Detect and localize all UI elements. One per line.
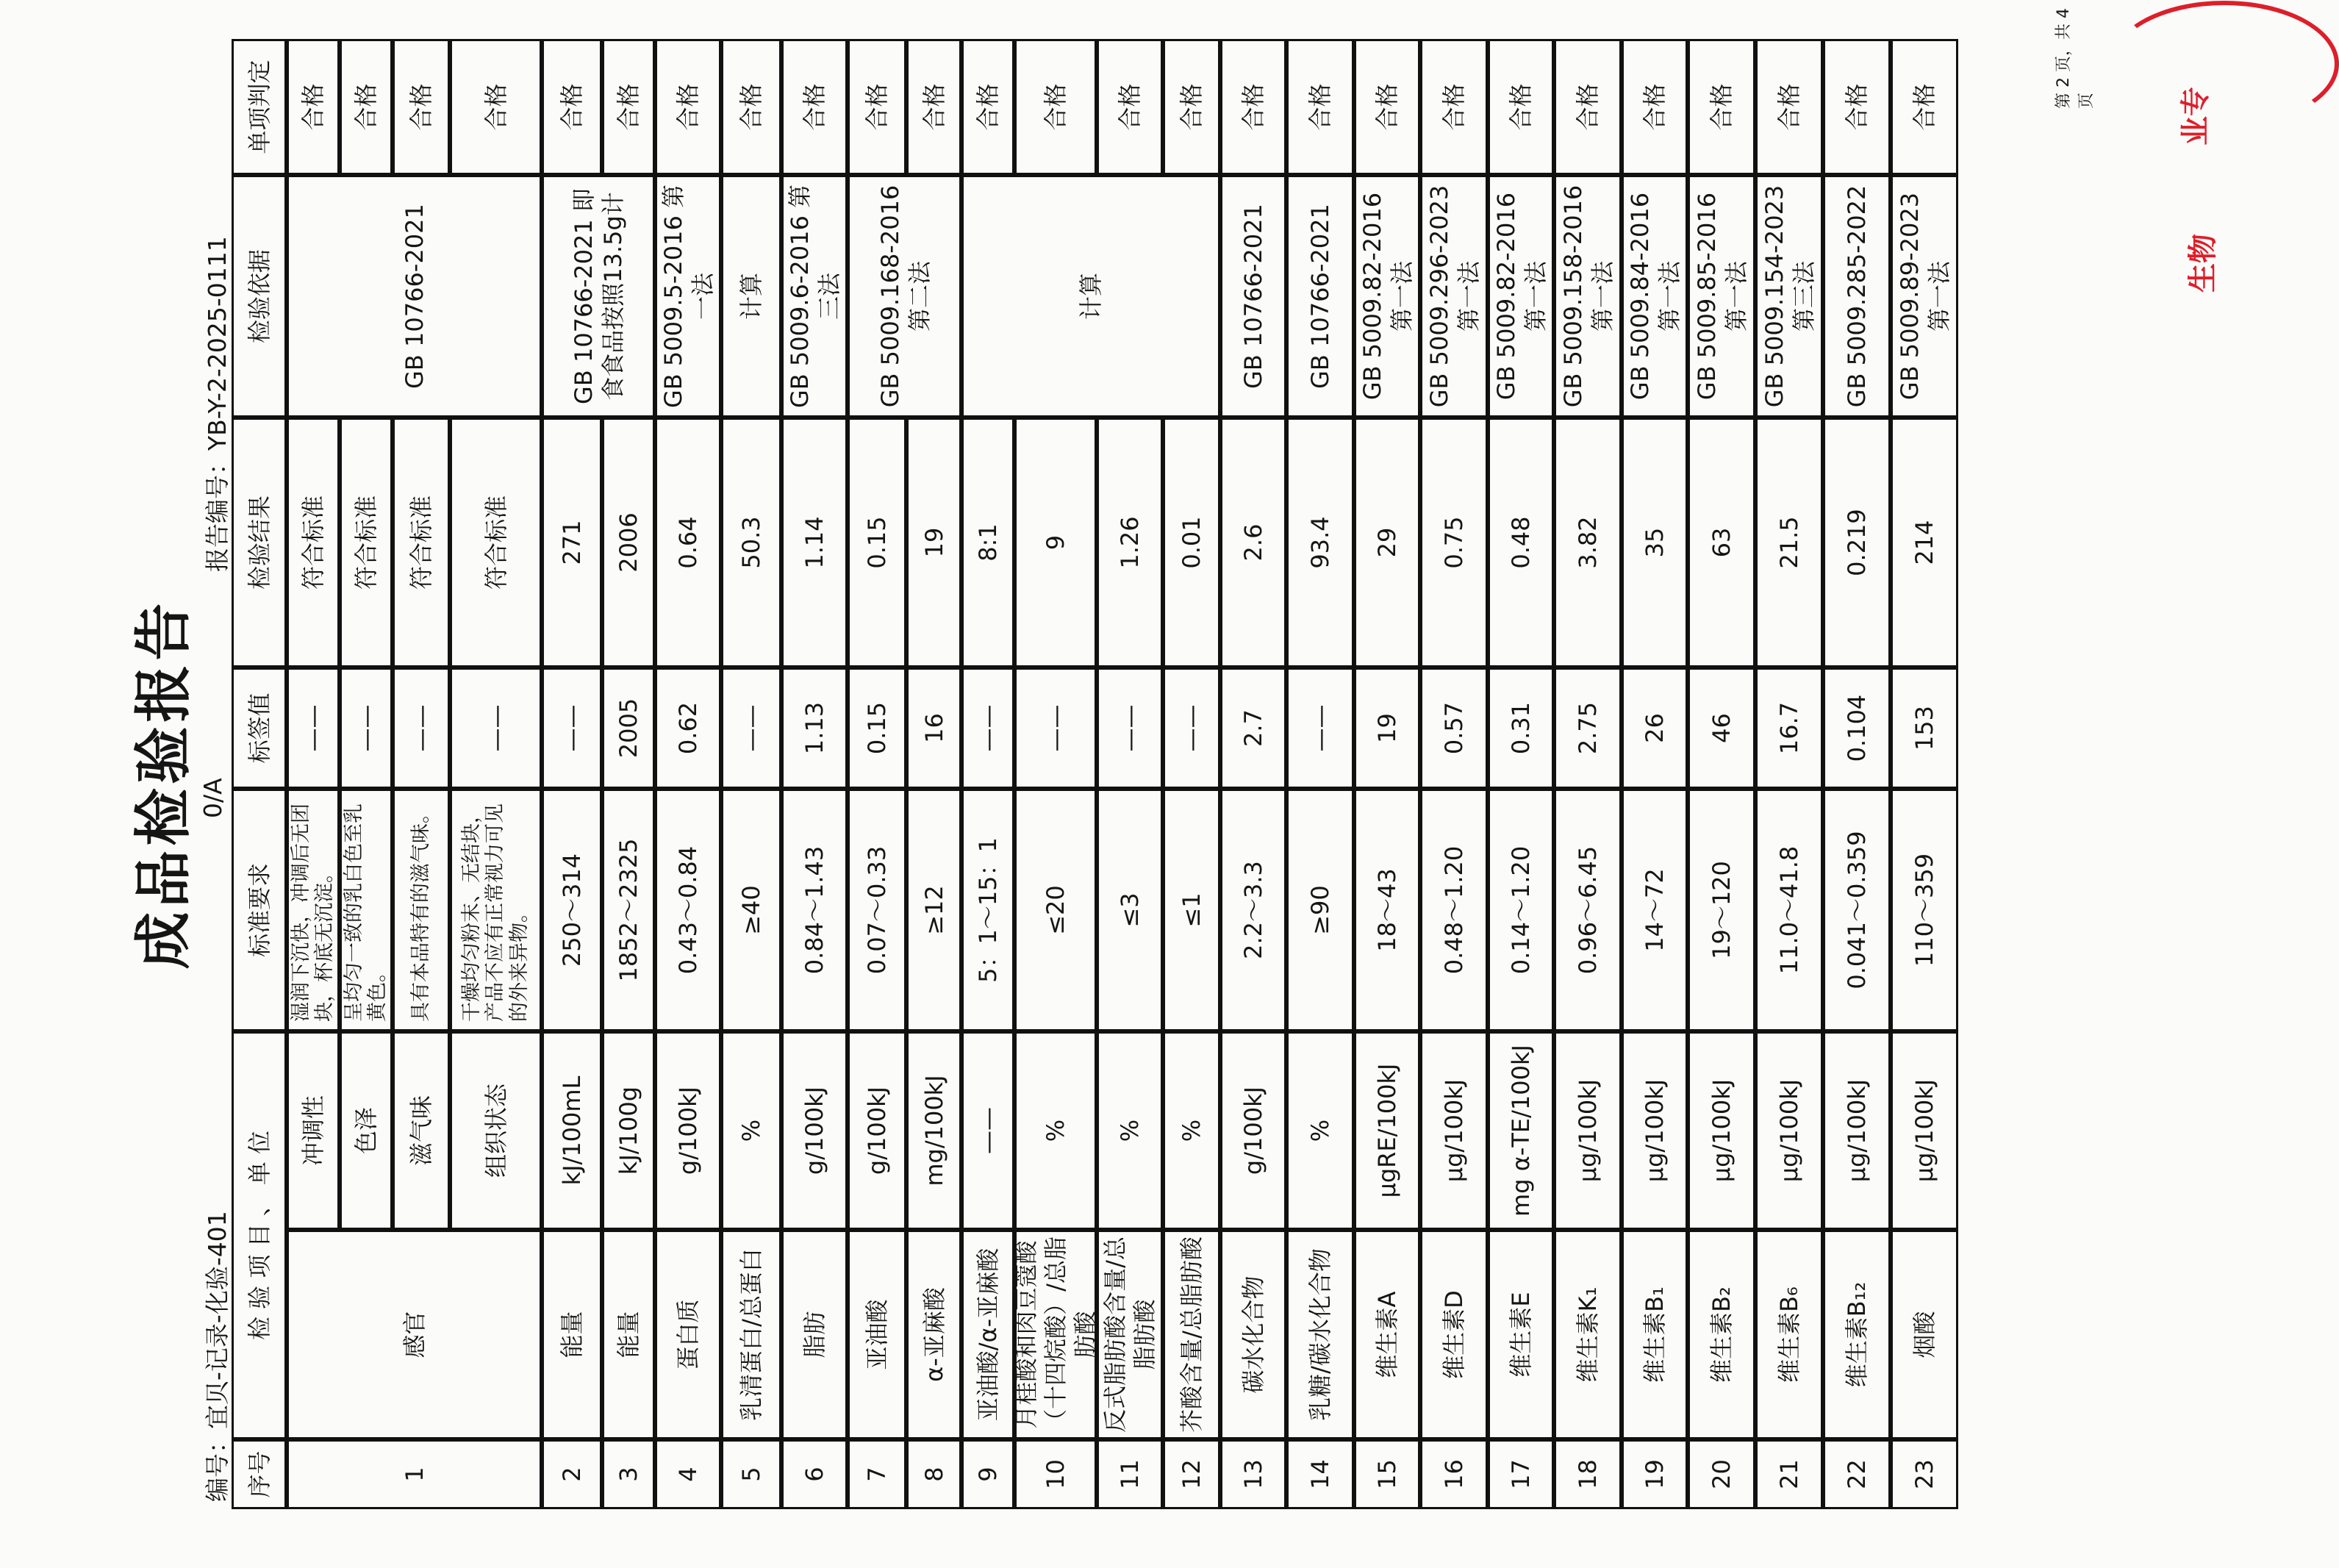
item-cell: 维生素A [1354,1230,1420,1439]
requirement-cell: 0.43～0.84 [655,789,721,1031]
item-cell: 维生素K₁ [1554,1230,1622,1439]
result-cell: 214 [1891,418,1958,667]
requirement-cell: 呈均匀一致的乳白色至乳黄色。 [340,789,393,1031]
item-cell: 维生素B₂ [1688,1230,1755,1439]
label-value-cell: —— [1097,667,1163,789]
requirement-cell: 0.14～1.20 [1488,789,1554,1031]
result-cell: 符合标准 [287,418,340,667]
requirement-cell: 干燥均匀粉末、无结块，产品不应有正常视力可见的外来异物。 [450,789,542,1031]
seq-cell: 1 [287,1439,542,1509]
label-value-cell: —— [340,667,393,789]
label-value-cell: 16.7 [1755,667,1823,789]
unit-cell: μg/100kJ [1891,1031,1958,1230]
seq-cell: 16 [1420,1439,1488,1509]
basis-cell: GB 5009.89-2023 第一法 [1891,175,1958,418]
basis-cell: GB 5009.154-2023 第三法 [1755,175,1823,418]
document-code: 编号：宜贝-记录-化验-401 [203,1211,232,1502]
seq-cell: 13 [1220,1439,1286,1509]
seq-cell: 4 [655,1439,721,1509]
result-cell: 63 [1688,418,1755,667]
verdict-cell: 合格 [906,39,961,175]
verdict-cell: 合格 [1354,39,1420,175]
unit-cell: % [1014,1031,1097,1230]
label-value-cell: —— [1286,667,1354,789]
seq-cell: 9 [961,1439,1014,1509]
result-cell: 1.14 [781,418,848,667]
header-basis: 检验依据 [232,175,287,418]
basis-cell: GB 5009.168-2016 第二法 [848,175,961,418]
result-cell: 8:1 [961,418,1014,667]
requirement-cell: 14～72 [1622,789,1688,1031]
label-value-cell: —— [961,667,1014,789]
header-label-value: 标签值 [232,667,287,789]
result-cell: 0.01 [1163,418,1220,667]
requirement-cell: 5：1～15：1 [961,789,1014,1031]
label-value-cell: —— [287,667,340,789]
result-cell: 0.15 [848,418,906,667]
unit-cell: μg/100kJ [1823,1031,1891,1230]
result-cell: 21.5 [1755,418,1823,667]
label-value-cell: 0.15 [848,667,906,789]
label-value-cell: —— [1014,667,1097,789]
verdict-cell: 合格 [1220,39,1286,175]
result-cell: 符合标准 [393,418,450,667]
verdict-cell: 合格 [1420,39,1488,175]
unit-cell: μg/100kJ [1688,1031,1755,1230]
label-value-cell: 46 [1688,667,1755,789]
requirement-cell: 0.07～0.33 [848,789,906,1031]
verdict-cell: 合格 [1014,39,1097,175]
sub-item-cell: 色泽 [340,1031,393,1230]
sub-item-cell: 冲调性 [287,1031,340,1230]
verdict-cell: 合格 [1554,39,1622,175]
document-version: 0/A [198,778,227,818]
item-cell: 蛋白质 [655,1230,721,1439]
item-cell: 乳糖/碳水化合物 [1286,1230,1354,1439]
result-cell: 29 [1354,418,1420,667]
unit-cell: g/100kJ [655,1031,721,1230]
seq-cell: 5 [721,1439,781,1509]
seq-cell: 11 [1097,1439,1163,1509]
requirement-cell: 1852～2325 [602,789,655,1031]
item-cell: 能量 [602,1230,655,1439]
basis-cell: GB 10766-2021 [1220,175,1286,418]
result-cell: 9 [1014,418,1097,667]
requirement-cell: 0.041～0.359 [1823,789,1891,1031]
basis-cell: GB 5009.84-2016 第一法 [1622,175,1688,418]
unit-cell: μg/100kJ [1622,1031,1688,1230]
requirement-cell: 19～120 [1688,789,1755,1031]
item-cell: 脂肪 [781,1230,848,1439]
verdict-cell: 合格 [1622,39,1688,175]
result-cell: 符合标准 [340,418,393,667]
item-cell: 维生素B₁ [1622,1230,1688,1439]
result-cell: 19 [906,418,961,667]
basis-cell: GB 5009.158-2016 第一法 [1554,175,1622,418]
header-requirement: 标准要求 [232,789,287,1031]
seq-cell: 6 [781,1439,848,1509]
basis-cell: GB 5009.6-2016 第三法 [781,175,848,418]
result-cell: 2006 [602,418,655,667]
label-value-cell: 26 [1622,667,1688,789]
requirement-cell: ≤1 [1163,789,1220,1031]
verdict-cell: 合格 [1755,39,1823,175]
red-stamp-fragment: 业专 [2178,87,2213,146]
seq-cell: 20 [1688,1439,1755,1509]
requirement-cell: 11.0～41.8 [1755,789,1823,1031]
item-cell: 亚油酸 [848,1230,906,1439]
basis-cell: GB 5009.82-2016 第一法 [1354,175,1420,418]
result-cell: 3.82 [1554,418,1622,667]
basis-cell: GB 5009.85-2016 第一法 [1688,175,1755,418]
label-value-cell: 2.7 [1220,667,1286,789]
label-value-cell: 0.104 [1823,667,1891,789]
unit-cell: g/100kJ [848,1031,906,1230]
requirement-cell: 18～43 [1354,789,1420,1031]
seq-cell: 22 [1823,1439,1891,1509]
verdict-cell: 合格 [848,39,906,175]
header-item-unit: 检 验 项 目 、 单 位 [232,1031,287,1439]
basis-cell: 计算 [961,175,1220,418]
requirement-cell: 0.84～1.43 [781,789,848,1031]
seq-cell: 7 [848,1439,906,1509]
red-stamp-fragment: 生物 [2185,234,2220,293]
header-seq: 序号 [232,1439,287,1509]
seq-cell: 10 [1014,1439,1097,1509]
result-cell: 0.219 [1823,418,1891,667]
verdict-cell: 合格 [393,39,450,175]
item-cell: 碳水化合物 [1220,1230,1286,1439]
item-cell: 能量 [542,1230,602,1439]
seq-cell: 21 [1755,1439,1823,1509]
basis-cell: GB 5009.5-2016 第一法 [655,175,721,418]
seq-cell: 23 [1891,1439,1958,1509]
seq-cell: 18 [1554,1439,1622,1509]
seq-cell: 12 [1163,1439,1220,1509]
label-value-cell: 2005 [602,667,655,789]
verdict-cell: 合格 [961,39,1014,175]
result-cell: 符合标准 [450,418,542,667]
seq-cell: 17 [1488,1439,1554,1509]
unit-cell: g/100kJ [781,1031,848,1230]
requirement-cell: ≤20 [1014,789,1097,1031]
report-title: 成品检验报告 [130,598,197,970]
basis-cell: 计算 [721,175,781,418]
unit-cell: kJ/100mL [542,1031,602,1230]
result-cell: 0.64 [655,418,721,667]
label-value-cell: —— [393,667,450,789]
requirement-cell: 0.48～1.20 [1420,789,1488,1031]
seq-cell: 19 [1622,1439,1688,1509]
verdict-cell: 合格 [542,39,602,175]
verdict-cell: 合格 [340,39,393,175]
unit-cell: μg/100kJ [1755,1031,1823,1230]
item-cell: 烟酸 [1891,1230,1958,1439]
requirement-cell: ≥40 [721,789,781,1031]
item-cell: 乳清蛋白/总蛋白 [721,1230,781,1439]
seq-cell: 14 [1286,1439,1354,1509]
unit-cell: —— [961,1031,1014,1230]
label-value-cell: 1.13 [781,667,848,789]
unit-cell: mg α-TE/100kJ [1488,1031,1554,1230]
result-cell: 93.4 [1286,418,1354,667]
basis-cell: GB 5009.82-2016 第一法 [1488,175,1554,418]
item-cell: 反式脂肪酸含量/总脂肪酸 [1097,1230,1163,1439]
unit-cell: mg/100kJ [906,1031,961,1230]
item-cell: 维生素B₆ [1755,1230,1823,1439]
sub-item-cell: 滋气味 [393,1031,450,1230]
seq-cell: 2 [542,1439,602,1509]
requirement-cell: ≥90 [1286,789,1354,1031]
label-value-cell: 16 [906,667,961,789]
item-cell: 月桂酸和肉豆蔻酸（十四烷酸）/总脂肪酸 [1014,1230,1097,1439]
seq-cell: 3 [602,1439,655,1509]
verdict-cell: 合格 [655,39,721,175]
result-cell: 35 [1622,418,1688,667]
inspection-table [232,39,2143,1509]
label-value-cell: 0.62 [655,667,721,789]
basis-cell: GB 5009.296-2023 第一法 [1420,175,1488,418]
verdict-cell: 合格 [1488,39,1554,175]
label-value-cell: —— [542,667,602,789]
requirement-cell: 0.96～6.45 [1554,789,1622,1031]
item-cell: 感官 [287,1230,542,1439]
basis-cell: GB 10766-2021 即食食品按照13.5g计 [542,175,655,418]
verdict-cell: 合格 [721,39,781,175]
unit-cell: % [1163,1031,1220,1230]
label-value-cell: 153 [1891,667,1958,789]
unit-cell: g/100kJ [1220,1031,1286,1230]
verdict-cell: 合格 [602,39,655,175]
verdict-cell: 合格 [1163,39,1220,175]
requirement-cell: 具有本品特有的滋气味。 [393,789,450,1031]
basis-cell: GB 10766-2021 [287,175,542,418]
item-cell: 维生素E [1488,1230,1554,1439]
seq-cell: 8 [906,1439,961,1509]
result-cell: 2.6 [1220,418,1286,667]
label-value-cell: —— [1163,667,1220,789]
verdict-cell: 合格 [1097,39,1163,175]
requirement-cell: 2.2～3.3 [1220,789,1286,1031]
requirement-cell: ≤3 [1097,789,1163,1031]
basis-cell: GB 10766-2021 [1286,175,1354,418]
requirement-cell: 250～314 [542,789,602,1031]
unit-cell: % [721,1031,781,1230]
page-footer: 第 2 页，共 4 页 [2055,8,2096,109]
verdict-cell: 合格 [450,39,542,175]
unit-cell: kJ/100g [602,1031,655,1230]
red-stamp-arc [2110,1,2339,127]
item-cell: 亚油酸/α-亚麻酸 [961,1230,1014,1439]
verdict-cell: 合格 [1286,39,1354,175]
sub-item-cell: 组织状态 [450,1031,542,1230]
requirement-cell: 湿润下沉快，冲调后无团块，杯底无沉淀。 [287,789,340,1031]
label-value-cell: 0.31 [1488,667,1554,789]
label-value-cell: 2.75 [1554,667,1622,789]
requirement-cell: ≥12 [906,789,961,1031]
unit-cell: μgRE/100kJ [1354,1031,1420,1230]
verdict-cell: 合格 [1823,39,1891,175]
requirement-cell: 110～359 [1891,789,1958,1031]
unit-cell: % [1286,1031,1354,1230]
report-number: 报告编号：YB-Y-2-2025-0111 [203,236,232,572]
verdict-cell: 合格 [781,39,848,175]
header-verdict: 单项判定 [232,39,287,175]
basis-cell: GB 5009.285-2022 [1823,175,1891,418]
unit-cell: μg/100kJ [1554,1031,1622,1230]
unit-cell: % [1097,1031,1163,1230]
label-value-cell: —— [450,667,542,789]
seq-cell: 15 [1354,1439,1420,1509]
item-cell: 芥酸含量/总脂肪酸 [1163,1230,1220,1439]
label-value-cell: 19 [1354,667,1420,789]
result-cell: 271 [542,418,602,667]
item-cell: α-亚麻酸 [906,1230,961,1439]
result-cell: 1.26 [1097,418,1163,667]
result-cell: 0.75 [1420,418,1488,667]
verdict-cell: 合格 [1891,39,1958,175]
result-cell: 50.3 [721,418,781,667]
result-cell: 0.48 [1488,418,1554,667]
verdict-cell: 合格 [1688,39,1755,175]
item-cell: 维生素B₁₂ [1823,1230,1891,1439]
unit-cell: μg/100kJ [1420,1031,1488,1230]
item-cell: 维生素D [1420,1230,1488,1439]
label-value-cell: 0.57 [1420,667,1488,789]
header-result: 检验结果 [232,418,287,667]
label-value-cell: —— [721,667,781,789]
verdict-cell: 合格 [287,39,340,175]
